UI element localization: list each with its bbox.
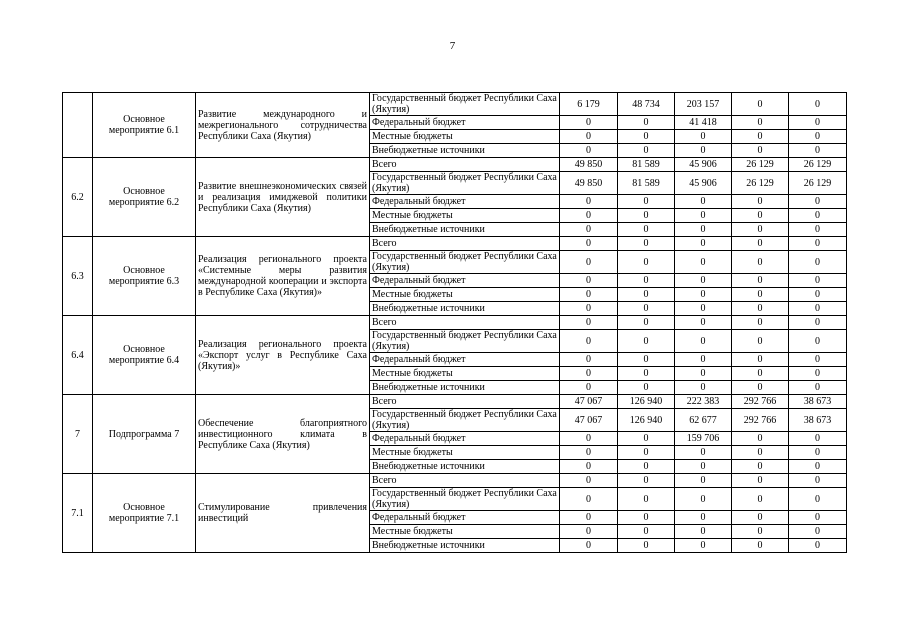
- budget-table: [62, 92, 847, 553]
- funding-source: Местные бюджеты: [370, 525, 560, 539]
- amount-cell: 0: [560, 288, 618, 302]
- amount-cell: 0: [618, 223, 675, 237]
- item-number: 6.3: [63, 237, 93, 316]
- funding-source: Федеральный бюджет: [370, 432, 560, 446]
- amount-cell: 0: [560, 223, 618, 237]
- amount-cell: 0: [789, 288, 847, 302]
- amount-cell: 0: [732, 288, 789, 302]
- amount-cell: 0: [675, 474, 732, 488]
- amount-cell: 0: [618, 130, 675, 144]
- amount-cell: 0: [675, 446, 732, 460]
- amount-cell: 0: [789, 130, 847, 144]
- amount-cell: 48 734: [618, 93, 675, 116]
- amount-cell: 0: [732, 330, 789, 353]
- amount-cell: 0: [789, 432, 847, 446]
- amount-cell: 0: [732, 432, 789, 446]
- amount-cell: 0: [618, 274, 675, 288]
- amount-cell: 41 418: [675, 116, 732, 130]
- amount-cell: 0: [560, 446, 618, 460]
- amount-cell: 45 906: [675, 172, 732, 195]
- amount-cell: 0: [789, 302, 847, 316]
- table-row: [63, 158, 847, 172]
- amount-cell: 0: [732, 116, 789, 130]
- funding-source: Федеральный бюджет: [370, 353, 560, 367]
- amount-cell: 0: [618, 446, 675, 460]
- amount-cell: 0: [618, 539, 675, 553]
- amount-cell: 0: [732, 274, 789, 288]
- amount-cell: 0: [560, 274, 618, 288]
- amount-cell: 0: [732, 93, 789, 116]
- amount-cell: 0: [675, 330, 732, 353]
- item-type: Подпрограмма 7: [93, 395, 196, 474]
- amount-cell: 0: [675, 511, 732, 525]
- amount-cell: 0: [789, 223, 847, 237]
- amount-cell: 0: [675, 288, 732, 302]
- amount-cell: 0: [618, 367, 675, 381]
- amount-cell: 0: [560, 474, 618, 488]
- amount-cell: 81 589: [618, 172, 675, 195]
- funding-source: Государственный бюджет Республики Саха (Якутия): [370, 93, 560, 116]
- amount-cell: 0: [789, 116, 847, 130]
- amount-cell: 0: [560, 353, 618, 367]
- funding-source: Всего: [370, 395, 560, 409]
- item-number: [63, 93, 93, 158]
- amount-cell: 0: [732, 460, 789, 474]
- amount-cell: 0: [675, 460, 732, 474]
- item-number: 6.4: [63, 316, 93, 395]
- amount-cell: 0: [732, 223, 789, 237]
- item-name: Обеспечение благоприятного инвестиционного климата в Республике Саха (Якутия): [196, 395, 370, 474]
- amount-cell: 0: [675, 223, 732, 237]
- amount-cell: 126 940: [618, 409, 675, 432]
- amount-cell: 0: [618, 460, 675, 474]
- amount-cell: 49 850: [560, 172, 618, 195]
- funding-source: Государственный бюджет Республики Саха (Якутия): [370, 330, 560, 353]
- table-row: [63, 395, 847, 409]
- amount-cell: 0: [789, 144, 847, 158]
- funding-source: Государственный бюджет Республики Саха (Якутия): [370, 172, 560, 195]
- amount-cell: 0: [732, 525, 789, 539]
- item-name: Реализация регионального проекта «Экспорт услуг в Республике Саха (Якутия)»: [196, 316, 370, 395]
- amount-cell: 0: [732, 209, 789, 223]
- amount-cell: 0: [675, 274, 732, 288]
- amount-cell: 0: [732, 446, 789, 460]
- amount-cell: 0: [789, 511, 847, 525]
- amount-cell: 0: [732, 302, 789, 316]
- amount-cell: 0: [789, 316, 847, 330]
- amount-cell: 0: [732, 144, 789, 158]
- amount-cell: 0: [618, 237, 675, 251]
- amount-cell: 45 906: [675, 158, 732, 172]
- amount-cell: 0: [618, 511, 675, 525]
- amount-cell: 0: [732, 353, 789, 367]
- amount-cell: 0: [560, 209, 618, 223]
- amount-cell: 0: [675, 353, 732, 367]
- amount-cell: 0: [618, 525, 675, 539]
- amount-cell: 0: [789, 274, 847, 288]
- amount-cell: 0: [560, 144, 618, 158]
- amount-cell: 0: [618, 144, 675, 158]
- funding-source: Федеральный бюджет: [370, 511, 560, 525]
- funding-source: Внебюджетные источники: [370, 539, 560, 553]
- funding-source: Государственный бюджет Республики Саха (Якутия): [370, 251, 560, 274]
- amount-cell: 222 383: [675, 395, 732, 409]
- amount-cell: 0: [675, 195, 732, 209]
- amount-cell: 0: [618, 316, 675, 330]
- item-number: 7: [63, 395, 93, 474]
- amount-cell: 0: [560, 116, 618, 130]
- amount-cell: 0: [675, 302, 732, 316]
- amount-cell: 47 067: [560, 409, 618, 432]
- amount-cell: 0: [560, 251, 618, 274]
- funding-source: Внебюджетные источники: [370, 223, 560, 237]
- amount-cell: 0: [618, 474, 675, 488]
- amount-cell: 0: [675, 488, 732, 511]
- amount-cell: 0: [675, 130, 732, 144]
- funding-source: Внебюджетные источники: [370, 460, 560, 474]
- table-row: [63, 316, 847, 330]
- amount-cell: 0: [789, 539, 847, 553]
- amount-cell: 0: [560, 302, 618, 316]
- funding-source: Местные бюджеты: [370, 446, 560, 460]
- amount-cell: 0: [732, 130, 789, 144]
- amount-cell: 292 766: [732, 395, 789, 409]
- amount-cell: 0: [560, 525, 618, 539]
- amount-cell: 203 157: [675, 93, 732, 116]
- table-row: [63, 93, 847, 116]
- funding-source: Внебюджетные источники: [370, 381, 560, 395]
- amount-cell: 0: [789, 488, 847, 511]
- amount-cell: 0: [618, 209, 675, 223]
- amount-cell: 0: [675, 251, 732, 274]
- amount-cell: 47 067: [560, 395, 618, 409]
- funding-source: Всего: [370, 158, 560, 172]
- amount-cell: 0: [560, 316, 618, 330]
- funding-source: Внебюджетные источники: [370, 144, 560, 158]
- funding-source: Местные бюджеты: [370, 130, 560, 144]
- amount-cell: 26 129: [789, 172, 847, 195]
- amount-cell: 0: [560, 539, 618, 553]
- amount-cell: 0: [732, 251, 789, 274]
- amount-cell: 0: [618, 330, 675, 353]
- amount-cell: 0: [560, 330, 618, 353]
- page-number: 7: [449, 40, 456, 52]
- item-name: Реализация регионального проекта «Системные меры развития международной кооперации и экспорта в Республике Саха (Якутия)»: [196, 237, 370, 316]
- amount-cell: 38 673: [789, 395, 847, 409]
- amount-cell: 0: [789, 353, 847, 367]
- funding-source: Федеральный бюджет: [370, 195, 560, 209]
- amount-cell: 0: [732, 195, 789, 209]
- amount-cell: 0: [789, 381, 847, 395]
- amount-cell: 0: [560, 511, 618, 525]
- amount-cell: 0: [789, 460, 847, 474]
- amount-cell: 0: [560, 367, 618, 381]
- amount-cell: 0: [618, 195, 675, 209]
- funding-source: Всего: [370, 237, 560, 251]
- amount-cell: 0: [789, 330, 847, 353]
- amount-cell: 62 677: [675, 409, 732, 432]
- funding-source: Местные бюджеты: [370, 288, 560, 302]
- amount-cell: 0: [789, 525, 847, 539]
- item-name: Стимулирование привлечения инвестиций: [196, 474, 370, 553]
- funding-source: Федеральный бюджет: [370, 274, 560, 288]
- amount-cell: 0: [675, 144, 732, 158]
- funding-source: Местные бюджеты: [370, 367, 560, 381]
- amount-cell: 0: [675, 367, 732, 381]
- funding-source: Федеральный бюджет: [370, 116, 560, 130]
- amount-cell: 0: [560, 381, 618, 395]
- amount-cell: 0: [732, 381, 789, 395]
- amount-cell: 0: [675, 381, 732, 395]
- amount-cell: 0: [618, 488, 675, 511]
- item-name: Развитие внешнеэкономических связей и реализация имиджевой политики Республики Саха (Якутия): [196, 158, 370, 237]
- amount-cell: 81 589: [618, 158, 675, 172]
- table-row: [63, 237, 847, 251]
- amount-cell: 26 129: [789, 158, 847, 172]
- amount-cell: 0: [732, 474, 789, 488]
- amount-cell: 0: [732, 511, 789, 525]
- amount-cell: 0: [618, 251, 675, 274]
- amount-cell: 0: [789, 251, 847, 274]
- amount-cell: 0: [789, 237, 847, 251]
- amount-cell: 0: [675, 237, 732, 251]
- amount-cell: 0: [789, 209, 847, 223]
- amount-cell: 0: [618, 302, 675, 316]
- amount-cell: 0: [675, 525, 732, 539]
- amount-cell: 0: [560, 432, 618, 446]
- amount-cell: 0: [732, 367, 789, 381]
- amount-cell: 0: [618, 353, 675, 367]
- table-row: [63, 474, 847, 488]
- item-type: Основное мероприятие 6.1: [93, 93, 196, 158]
- amount-cell: 0: [560, 130, 618, 144]
- item-type: Основное мероприятие 6.2: [93, 158, 196, 237]
- amount-cell: 0: [789, 195, 847, 209]
- amount-cell: 0: [675, 316, 732, 330]
- amount-cell: 6 179: [560, 93, 618, 116]
- amount-cell: 0: [618, 381, 675, 395]
- amount-cell: 0: [560, 195, 618, 209]
- amount-cell: 26 129: [732, 172, 789, 195]
- amount-cell: 159 706: [675, 432, 732, 446]
- amount-cell: 0: [732, 237, 789, 251]
- amount-cell: 0: [560, 460, 618, 474]
- funding-source: Государственный бюджет Республики Саха (Якутия): [370, 409, 560, 432]
- amount-cell: 126 940: [618, 395, 675, 409]
- item-number: 7.1: [63, 474, 93, 553]
- amount-cell: 0: [789, 446, 847, 460]
- amount-cell: 49 850: [560, 158, 618, 172]
- amount-cell: 0: [618, 116, 675, 130]
- funding-source: Внебюджетные источники: [370, 302, 560, 316]
- amount-cell: 0: [675, 209, 732, 223]
- funding-source: Местные бюджеты: [370, 209, 560, 223]
- item-type: Основное мероприятие 7.1: [93, 474, 196, 553]
- item-name: Развитие международного и межрегионального сотрудничества Республики Саха (Якутия): [196, 93, 370, 158]
- funding-source: Всего: [370, 316, 560, 330]
- amount-cell: 0: [560, 488, 618, 511]
- amount-cell: 0: [675, 539, 732, 553]
- amount-cell: 0: [618, 288, 675, 302]
- amount-cell: 0: [732, 539, 789, 553]
- amount-cell: 0: [560, 237, 618, 251]
- amount-cell: 0: [618, 432, 675, 446]
- amount-cell: 0: [789, 474, 847, 488]
- funding-source: Государственный бюджет Республики Саха (Якутия): [370, 488, 560, 511]
- item-number: 6.2: [63, 158, 93, 237]
- amount-cell: 292 766: [732, 409, 789, 432]
- budget-table-body: [63, 93, 847, 553]
- item-type: Основное мероприятие 6.3: [93, 237, 196, 316]
- amount-cell: 26 129: [732, 158, 789, 172]
- amount-cell: 0: [732, 488, 789, 511]
- item-type: Основное мероприятие 6.4: [93, 316, 196, 395]
- amount-cell: 0: [732, 316, 789, 330]
- amount-cell: 38 673: [789, 409, 847, 432]
- amount-cell: 0: [789, 367, 847, 381]
- funding-source: Всего: [370, 474, 560, 488]
- amount-cell: 0: [789, 93, 847, 116]
